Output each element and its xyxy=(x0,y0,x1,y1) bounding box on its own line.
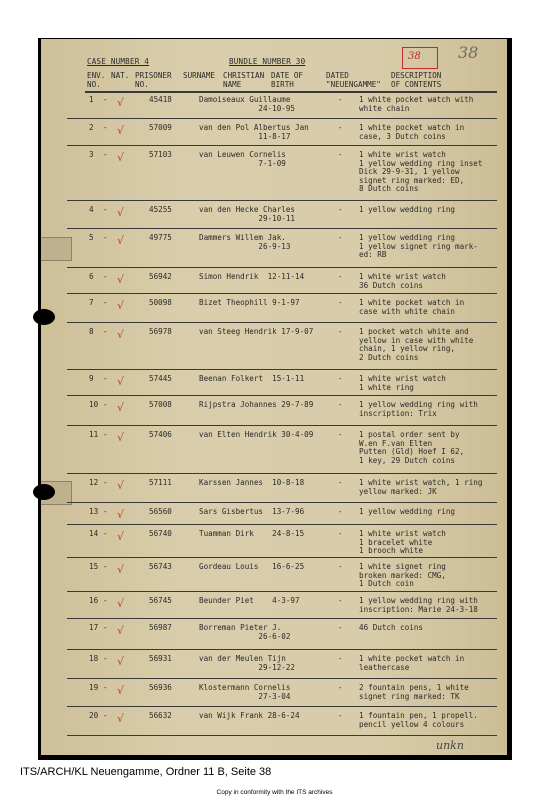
row-rule xyxy=(67,735,497,737)
table-row xyxy=(41,149,507,201)
check-mark: √ xyxy=(117,299,125,312)
dash-mark: - xyxy=(338,205,343,214)
dash-mark: - xyxy=(103,205,108,214)
dash-mark: - xyxy=(103,623,108,632)
table-row xyxy=(41,682,507,707)
env-number: 15 xyxy=(89,562,99,571)
table-row xyxy=(41,506,507,525)
env-number: 6 xyxy=(89,272,94,281)
dash-mark: - xyxy=(338,683,343,692)
table-row xyxy=(41,232,507,268)
name-and-birth: Dammers Willem Jak. 26-9-13 xyxy=(199,233,291,251)
contents-description: 1 white signet ring broken marked: CMG, 1 Dutch coin xyxy=(359,562,446,589)
name-and-birth: van Wijk Frank 28-6-24 xyxy=(199,711,300,720)
name-and-birth: Bizet Theophill 9-1-97 xyxy=(199,298,300,307)
env-number: 8 xyxy=(89,327,94,336)
check-mark: √ xyxy=(117,655,125,668)
dash-mark: - xyxy=(338,298,343,307)
check-mark: √ xyxy=(117,508,125,521)
name-and-birth: Gordeau Louis 16-6-25 xyxy=(199,562,305,571)
dash-mark: - xyxy=(338,430,343,439)
env-number: 12 xyxy=(89,478,99,487)
prisoner-number: 57445 xyxy=(149,374,172,383)
contents-description: 1 white wrist watch 1 yellow wedding ring inset Dick 29-9-31, 1 yellow signet ring marked: ED, 8 Dutch coins xyxy=(359,150,483,194)
red-page-number: 38 xyxy=(408,51,421,62)
check-mark: √ xyxy=(117,624,125,637)
table-row xyxy=(41,429,507,474)
contents-description: 1 white wrist watch 1 white ring xyxy=(359,374,446,392)
dash-mark: - xyxy=(103,374,108,383)
check-mark: √ xyxy=(117,273,125,286)
archive-footer: Copy in conformity with the ITS archives xyxy=(216,789,333,796)
env-number: 17 xyxy=(89,623,99,632)
name-and-birth: van Leuwen Cornelis 7-1-09 xyxy=(199,150,286,168)
env-number: 13 xyxy=(89,507,99,516)
env-number: 9 xyxy=(89,374,94,383)
table-row xyxy=(41,528,507,558)
dash-mark: - xyxy=(338,272,343,281)
table-row xyxy=(41,710,507,736)
contents-description: 1 postal order sent by W.en F.van Elten Putten (Gld) Hoef I 62, 1 key, 29 Dutch coins xyxy=(359,430,465,465)
env-number: 3 xyxy=(89,150,94,159)
env-number: 18 xyxy=(89,654,99,663)
name-and-birth: van Elten Hendrik 30-4-09 xyxy=(199,430,314,439)
env-number: 4 xyxy=(89,205,94,214)
dash-mark: - xyxy=(103,507,108,516)
prisoner-number: 56936 xyxy=(149,683,172,692)
pencil-page-number: 38 xyxy=(458,43,479,62)
table-row xyxy=(41,653,507,679)
dash-mark: - xyxy=(103,298,108,307)
row-rule xyxy=(67,524,497,526)
table-row xyxy=(41,399,507,426)
red-stamp-box xyxy=(402,47,438,69)
row-rule xyxy=(67,322,497,324)
dash-mark: - xyxy=(103,711,108,720)
prisoner-number: 56942 xyxy=(149,272,172,281)
prisoner-number: 56745 xyxy=(149,596,172,605)
dash-mark: - xyxy=(338,623,343,632)
dash-mark: - xyxy=(338,150,343,159)
env-number: 19 xyxy=(89,683,99,692)
name-and-birth: Klostermann Cornelis 27-3-04 xyxy=(199,683,291,701)
signature: unkn xyxy=(436,739,464,752)
check-mark: √ xyxy=(117,401,125,414)
row-rule xyxy=(67,267,497,269)
col-dob: DATE OF BIRTH xyxy=(271,71,304,89)
check-mark: √ xyxy=(117,712,125,725)
prisoner-number: 57111 xyxy=(149,478,172,487)
check-mark: √ xyxy=(117,328,125,341)
dash-mark: - xyxy=(103,478,108,487)
prisoner-number: 56978 xyxy=(149,327,172,336)
check-mark: √ xyxy=(117,234,125,247)
dash-mark: - xyxy=(103,654,108,663)
env-number: 2 xyxy=(89,123,94,132)
name-and-birth: Beunder Piet 4-3-97 xyxy=(199,596,300,605)
prisoner-number: 57406 xyxy=(149,430,172,439)
row-rule xyxy=(67,118,497,120)
prisoner-number: 56740 xyxy=(149,529,172,538)
dash-mark: - xyxy=(338,562,343,571)
table-row xyxy=(41,297,507,323)
dash-mark: - xyxy=(103,400,108,409)
row-rule xyxy=(67,369,497,371)
row-rule xyxy=(67,557,497,559)
row-rule xyxy=(67,145,497,147)
prisoner-number: 56560 xyxy=(149,507,172,516)
env-number: 20 xyxy=(89,711,99,720)
env-number: 7 xyxy=(89,298,94,307)
bundle-number: BUNDLE NUMBER 30 xyxy=(229,57,306,66)
table-row xyxy=(41,477,507,503)
name-and-birth: van den Hecke Charles 29-10-11 xyxy=(199,205,296,223)
name-and-birth: van Steeg Hendrik 17-9-07 xyxy=(199,327,314,336)
name-and-birth: Beenan Folkert 15-1-11 xyxy=(199,374,305,383)
col-prisoner: PRISONER NO. xyxy=(135,71,172,89)
row-rule xyxy=(67,228,497,230)
dash-mark: - xyxy=(338,123,343,132)
dash-mark: - xyxy=(103,430,108,439)
prisoner-number: 57008 xyxy=(149,400,172,409)
name-and-birth: van der Meulen Tijn 29-12-22 xyxy=(199,654,296,672)
col-nat: NAT. xyxy=(111,71,130,80)
check-mark: √ xyxy=(117,563,125,576)
contents-description: 1 white wrist watch 1 bracelet white 1 brooch white xyxy=(359,529,446,556)
row-rule xyxy=(67,649,497,651)
dash-mark: - xyxy=(338,529,343,538)
contents-description: 1 fountain pen, 1 propell. pencil yellow 4 colours xyxy=(359,711,478,729)
contents-description: 1 yellow wedding ring with inscription: Marie 24-3-18 xyxy=(359,596,478,614)
prisoner-number: 56632 xyxy=(149,711,172,720)
dash-mark: - xyxy=(338,400,343,409)
row-rule xyxy=(67,678,497,680)
prisoner-number: 49775 xyxy=(149,233,172,242)
row-rule xyxy=(67,200,497,202)
name-and-birth: Simon Hendrik 12-11-14 xyxy=(199,272,305,281)
header-rule xyxy=(85,91,497,93)
table-row xyxy=(41,271,507,294)
table-row xyxy=(41,561,507,592)
table-row xyxy=(41,595,507,619)
table-row xyxy=(41,622,507,650)
name-and-birth: Tuamman Dirk 24-8-15 xyxy=(199,529,305,538)
row-rule xyxy=(67,618,497,620)
contents-description: 1 pocket watch white and yellow in case with white chain, 1 yellow ring, 2 Dutch coins xyxy=(359,327,474,362)
table-row xyxy=(41,326,507,370)
check-mark: √ xyxy=(117,597,125,610)
archive-caption: ITS/ARCH/KL Neuengamme, Ordner 11 B, Seite 38 xyxy=(20,766,272,778)
dash-mark: - xyxy=(103,596,108,605)
dash-mark: - xyxy=(103,123,108,132)
prisoner-number: 56987 xyxy=(149,623,172,632)
row-rule xyxy=(67,502,497,504)
name-and-birth: Damoiseaux Guillaume 24-10-95 xyxy=(199,95,296,113)
name-and-birth: Rijpstra Johannes 29-7-89 xyxy=(199,400,314,409)
contents-description: 1 white wrist watch 36 Dutch coins xyxy=(359,272,446,290)
table-row xyxy=(41,122,507,146)
dash-mark: - xyxy=(103,529,108,538)
check-mark: √ xyxy=(117,431,125,444)
col-christian: CHRISTIAN NAME xyxy=(223,71,265,89)
contents-description: 2 fountain pens, 1 white signet ring marked: TK xyxy=(359,683,469,701)
row-rule xyxy=(67,395,497,397)
dash-mark: - xyxy=(338,654,343,663)
dash-mark: - xyxy=(103,150,108,159)
dash-mark: - xyxy=(338,711,343,720)
env-number: 5 xyxy=(89,233,94,242)
row-rule xyxy=(67,425,497,427)
table-row xyxy=(41,94,507,119)
prisoner-number: 50098 xyxy=(149,298,172,307)
dash-mark: - xyxy=(103,683,108,692)
dash-mark: - xyxy=(338,233,343,242)
contents-description: 1 yellow wedding ring xyxy=(359,507,456,516)
col-surname: SURNAME xyxy=(183,71,216,80)
name-and-birth: Borreman Pieter J. 26-6-02 xyxy=(199,623,291,641)
name-and-birth: Sars Gisbertus 13-7-96 xyxy=(199,507,305,516)
case-number: CASE NUMBER 4 xyxy=(87,57,150,66)
name-and-birth: Karssen Jannes 10-8-18 xyxy=(199,478,305,487)
col-description: DESCRIPTION OF CONTENTS xyxy=(391,71,442,89)
dash-mark: - xyxy=(338,374,343,383)
contents-description: 1 white wrist watch, 1 ring yellow marked: JK xyxy=(359,478,483,496)
dash-mark: - xyxy=(338,507,343,516)
contents-description: 1 white pocket watch in case with white chain xyxy=(359,298,465,316)
dash-mark: - xyxy=(103,233,108,242)
document-page xyxy=(41,39,507,755)
dash-mark: - xyxy=(338,95,343,104)
dash-mark: - xyxy=(338,327,343,336)
row-rule xyxy=(67,473,497,475)
prisoner-number: 45418 xyxy=(149,95,172,104)
env-number: 14 xyxy=(89,529,99,538)
env-number: 11 xyxy=(89,430,99,439)
check-mark: √ xyxy=(117,206,125,219)
dash-mark: - xyxy=(103,562,108,571)
row-rule xyxy=(67,293,497,295)
contents-description: 1 white pocket watch with white chain xyxy=(359,95,474,113)
env-number: 10 xyxy=(89,400,99,409)
contents-description: 1 white pocket watch in case, 3 Dutch coins xyxy=(359,123,465,141)
table-row xyxy=(41,373,507,396)
contents-description: 1 yellow wedding ring xyxy=(359,205,456,214)
name-and-birth: van den Pol Albertus Jan 11-8-17 xyxy=(199,123,309,141)
check-mark: √ xyxy=(117,151,125,164)
check-mark: √ xyxy=(117,479,125,492)
contents-description: 1 white pocket watch in leathercase xyxy=(359,654,465,672)
prisoner-number: 56743 xyxy=(149,562,172,571)
row-rule xyxy=(67,591,497,593)
check-mark: √ xyxy=(117,684,125,697)
prisoner-number: 57009 xyxy=(149,123,172,132)
check-mark: √ xyxy=(117,375,125,388)
prisoner-number: 45255 xyxy=(149,205,172,214)
env-number: 1 xyxy=(89,95,94,104)
dash-mark: - xyxy=(338,478,343,487)
contents-description: 46 Dutch coins xyxy=(359,623,424,632)
dash-mark: - xyxy=(103,95,108,104)
env-number: 16 xyxy=(89,596,99,605)
prisoner-number: 57103 xyxy=(149,150,172,159)
dash-mark: - xyxy=(103,272,108,281)
col-dated: DATED "NEUENGAMME" xyxy=(326,71,381,89)
dash-mark: - xyxy=(103,327,108,336)
table-row xyxy=(41,204,507,229)
dash-mark: - xyxy=(338,596,343,605)
row-rule xyxy=(67,706,497,708)
check-mark: √ xyxy=(117,530,125,543)
col-env: ENV. NO. xyxy=(87,71,106,89)
contents-description: 1 yellow wedding ring 1 yellow signet ring mark- ed: RB xyxy=(359,233,478,260)
check-mark: √ xyxy=(117,124,125,137)
check-mark: √ xyxy=(117,96,125,109)
prisoner-number: 56931 xyxy=(149,654,172,663)
contents-description: 1 yellow wedding ring with inscription: Trix xyxy=(359,400,478,418)
